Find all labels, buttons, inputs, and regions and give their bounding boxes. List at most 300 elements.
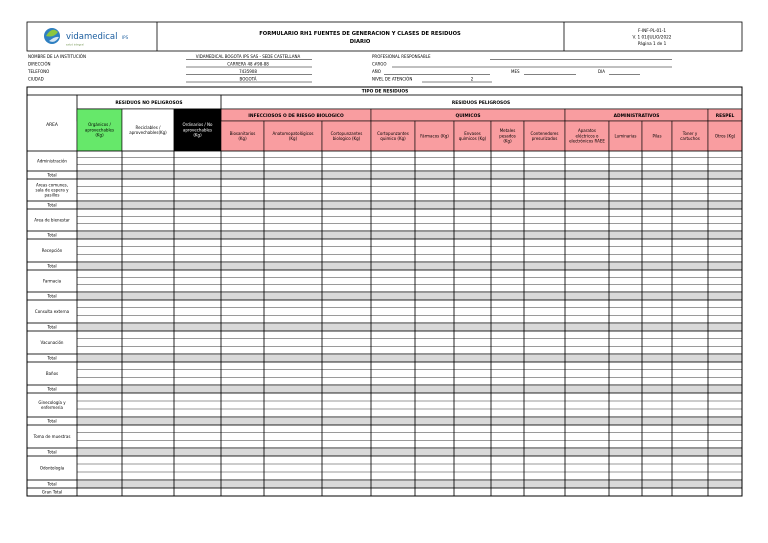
data-cell[interactable]	[221, 456, 264, 480]
area-label: Odontología	[39, 465, 65, 471]
data-cell[interactable]	[371, 300, 415, 323]
total-row	[27, 201, 742, 209]
data-cell[interactable]	[221, 239, 264, 262]
data-cell[interactable]	[642, 151, 672, 171]
data-cell[interactable]	[264, 393, 322, 417]
column-header-label: biologico (Kg)	[332, 136, 361, 141]
quimicos-header-label: QUIMICOS	[455, 114, 481, 119]
data-cell[interactable]	[524, 425, 565, 448]
data-cell[interactable]	[491, 239, 524, 262]
data-cell[interactable]	[642, 300, 672, 323]
form-subtitle: DIARIO	[349, 39, 371, 45]
data-cell[interactable]	[415, 362, 454, 385]
data-cell[interactable]	[77, 393, 122, 417]
area-label: Farmacia	[42, 278, 62, 284]
data-cell[interactable]	[77, 270, 122, 292]
data-cell[interactable]	[221, 425, 264, 448]
data-cell[interactable]	[77, 300, 122, 323]
table-row	[27, 270, 742, 292]
area-label: pasillos	[44, 192, 60, 198]
data-cell[interactable]	[322, 151, 371, 171]
total-label: Total	[47, 386, 57, 392]
data-cell[interactable]	[264, 179, 322, 201]
data-cell[interactable]	[77, 239, 122, 262]
table-row	[27, 209, 742, 231]
logo-suffix: IPS	[122, 35, 129, 40]
administrativos-header-label: ADMINISTRATIVOS	[613, 114, 660, 119]
area-header-label: AREA	[46, 123, 58, 128]
data-cell[interactable]	[524, 456, 565, 480]
data-cell[interactable]	[524, 488, 565, 496]
data-cell[interactable]	[174, 425, 221, 448]
data-cell[interactable]	[609, 209, 642, 231]
form-title: FORMULARIO RH1 FUENTES DE GENERACION Y CLASES DE RESIDUOS	[259, 31, 461, 37]
data-cell[interactable]	[454, 488, 491, 496]
column-header-label: (Kg)	[95, 132, 104, 138]
column-header-label: (Kg)	[288, 136, 298, 141]
area-label: Recepción	[41, 247, 63, 253]
area-label: Areas comunes,	[36, 182, 68, 188]
data-cell[interactable]	[174, 456, 221, 480]
data-cell[interactable]	[221, 393, 264, 417]
data-cell[interactable]	[609, 179, 642, 201]
data-cell[interactable]	[77, 209, 122, 231]
data-cell[interactable]	[221, 300, 264, 323]
data-cell[interactable]	[708, 151, 742, 171]
data-cell[interactable]	[609, 456, 642, 480]
data-cell[interactable]	[491, 300, 524, 323]
data-cell[interactable]	[672, 151, 708, 171]
column-header-label: Aparatos	[578, 128, 596, 134]
column-header-label: (Kg)	[193, 132, 202, 138]
column-header-label: químicos (Kg)	[458, 136, 487, 141]
data-cell[interactable]	[672, 362, 708, 385]
total-row	[27, 231, 742, 239]
column-header-label: Toner y	[682, 130, 698, 136]
data-cell[interactable]	[77, 456, 122, 480]
data-cell[interactable]	[174, 362, 221, 385]
data-cell[interactable]	[454, 239, 491, 262]
nivel-value: 2	[470, 76, 474, 82]
total-row	[27, 323, 742, 331]
total-row	[27, 448, 742, 456]
data-cell[interactable]	[322, 488, 371, 496]
info-label: TELEFONO	[28, 69, 50, 74]
anio-label: AÑO	[372, 69, 381, 74]
data-cell[interactable]	[174, 270, 221, 292]
data-cell[interactable]	[642, 179, 672, 201]
table-row	[27, 239, 742, 262]
data-cell[interactable]	[122, 209, 174, 231]
data-cell[interactable]	[221, 179, 264, 201]
data-cell[interactable]	[415, 425, 454, 448]
data-cell[interactable]	[642, 209, 672, 231]
data-cell[interactable]	[454, 393, 491, 417]
data-cell[interactable]	[524, 179, 565, 201]
data-cell[interactable]	[565, 179, 609, 201]
data-cell[interactable]	[565, 456, 609, 480]
data-cell[interactable]	[122, 270, 174, 292]
infecciosos-header-label: INFECCIOSOS O DE RIESGO BIOLOGICO	[248, 114, 344, 119]
data-cell[interactable]	[322, 425, 371, 448]
data-cell[interactable]	[264, 209, 322, 231]
logo-tagline: salud integral	[66, 43, 84, 47]
total-label: Total	[47, 232, 57, 238]
column-header-label: Pilas	[652, 133, 662, 139]
data-cell[interactable]	[122, 393, 174, 417]
table-row	[27, 331, 742, 354]
data-cell[interactable]	[491, 456, 524, 480]
data-cell[interactable]	[415, 179, 454, 201]
data-cell[interactable]	[491, 425, 524, 448]
data-cell[interactable]	[708, 331, 742, 354]
data-cell[interactable]	[491, 331, 524, 354]
total-row	[27, 262, 742, 270]
data-cell[interactable]	[491, 151, 524, 171]
column-header-label: Contenedores	[530, 130, 559, 136]
data-cell[interactable]	[524, 331, 565, 354]
data-cell[interactable]	[565, 270, 609, 292]
data-cell[interactable]	[415, 393, 454, 417]
area-label: sala de espera y	[35, 187, 69, 193]
no-peligrosos-label: RESIDUOS NO PELIGROSOS	[115, 101, 183, 106]
data-cell[interactable]	[264, 456, 322, 480]
tipo-residuos-label: TIPO DE RESIDUOS	[361, 89, 409, 95]
data-cell[interactable]	[322, 239, 371, 262]
column-header-label: quimico (Kg)	[380, 136, 406, 141]
data-cell[interactable]	[371, 179, 415, 201]
info-value: CARRERA 48 #98-88	[227, 61, 269, 67]
data-cell[interactable]	[322, 331, 371, 354]
data-cell[interactable]	[565, 393, 609, 417]
data-cell[interactable]	[221, 331, 264, 354]
area-label: Toma de muestras	[33, 433, 71, 439]
data-cell[interactable]	[708, 362, 742, 385]
data-cell[interactable]	[609, 393, 642, 417]
column-header-label: electrónicos RAEE	[569, 138, 605, 144]
data-cell[interactable]	[371, 393, 415, 417]
data-cell[interactable]	[264, 239, 322, 262]
data-cell[interactable]	[174, 209, 221, 231]
column-header-label: presurizados	[531, 136, 558, 141]
data-cell[interactable]	[221, 488, 264, 496]
data-cell[interactable]	[708, 488, 742, 496]
data-cell[interactable]	[454, 179, 491, 201]
data-cell[interactable]	[174, 151, 221, 171]
grand-total-label: Gran Total	[41, 489, 63, 495]
column-header-label: Reciclables /	[135, 124, 161, 130]
form-version: V. 1 01/JULIO/2022	[632, 34, 672, 40]
form-code: F-INF-PL-01-1	[637, 28, 667, 33]
data-cell[interactable]	[565, 362, 609, 385]
data-cell[interactable]	[491, 488, 524, 496]
total-row	[27, 292, 742, 300]
data-cell[interactable]	[609, 488, 642, 496]
respel-header-label: RESPEL	[715, 114, 735, 119]
data-cell[interactable]	[565, 300, 609, 323]
logo	[44, 28, 60, 44]
data-cell[interactable]	[609, 362, 642, 385]
data-cell[interactable]	[524, 270, 565, 292]
total-row	[27, 385, 742, 393]
info-label: DIRECCIÓN	[28, 61, 51, 67]
data-cell[interactable]	[221, 270, 264, 292]
area-label: Ginecología y	[38, 399, 66, 405]
form-page: Página 1 de 1	[637, 41, 667, 46]
table-row	[27, 151, 742, 171]
data-cell[interactable]	[415, 331, 454, 354]
data-cell[interactable]	[322, 300, 371, 323]
data-cell[interactable]	[174, 300, 221, 323]
data-cell[interactable]	[122, 488, 174, 496]
column-header-label: cartuchos	[680, 136, 700, 141]
logo-text: vidamedical	[66, 32, 118, 42]
data-cell[interactable]	[672, 331, 708, 354]
data-cell[interactable]	[708, 239, 742, 262]
data-cell[interactable]	[264, 300, 322, 323]
total-label: Total	[47, 263, 57, 269]
data-cell[interactable]	[174, 488, 221, 496]
data-cell[interactable]	[524, 300, 565, 323]
data-cell[interactable]	[371, 362, 415, 385]
data-cell[interactable]	[672, 425, 708, 448]
area-label: Area de bienestar	[34, 217, 70, 223]
data-cell[interactable]	[708, 270, 742, 292]
data-cell[interactable]	[122, 179, 174, 201]
column-header-label: aprovechables	[84, 127, 115, 133]
column-header-label: Cortopunzantes	[330, 130, 363, 136]
total-row	[27, 171, 742, 179]
column-header-label: Envases	[464, 130, 481, 136]
area-label: Baños	[45, 370, 59, 376]
data-cell[interactable]	[524, 239, 565, 262]
data-cell[interactable]	[672, 456, 708, 480]
data-cell[interactable]	[642, 488, 672, 496]
data-cell[interactable]	[221, 151, 264, 171]
data-cell[interactable]	[174, 239, 221, 262]
data-cell[interactable]	[672, 179, 708, 201]
data-cell[interactable]	[708, 425, 742, 448]
data-cell[interactable]	[609, 331, 642, 354]
total-label: Total	[47, 418, 57, 424]
data-cell[interactable]	[642, 239, 672, 262]
table-row	[27, 300, 742, 323]
total-label: Total	[47, 172, 57, 178]
data-cell[interactable]	[454, 362, 491, 385]
data-cell[interactable]	[642, 393, 672, 417]
data-cell[interactable]	[609, 300, 642, 323]
column-header-label: Otros (Kg)	[714, 133, 736, 139]
total-label: Total	[47, 449, 57, 455]
data-cell[interactable]	[264, 270, 322, 292]
data-cell[interactable]	[565, 209, 609, 231]
data-cell[interactable]	[708, 179, 742, 201]
data-cell[interactable]	[221, 362, 264, 385]
data-cell[interactable]	[672, 209, 708, 231]
data-cell[interactable]	[491, 179, 524, 201]
data-cell[interactable]	[371, 209, 415, 231]
data-cell[interactable]	[642, 270, 672, 292]
info-value: 7435908	[239, 69, 257, 74]
data-cell[interactable]	[708, 300, 742, 323]
data-cell[interactable]	[609, 270, 642, 292]
data-cell[interactable]	[122, 425, 174, 448]
data-cell[interactable]	[122, 331, 174, 354]
data-cell[interactable]	[454, 209, 491, 231]
column-header-label: Ordinarios / No	[182, 122, 213, 128]
data-cell[interactable]	[642, 362, 672, 385]
data-cell[interactable]	[642, 425, 672, 448]
column-header-label: aprovechables(Kg)	[129, 130, 167, 135]
data-cell[interactable]	[524, 209, 565, 231]
data-cell[interactable]	[491, 393, 524, 417]
data-cell[interactable]	[77, 425, 122, 448]
data-cell[interactable]	[264, 425, 322, 448]
area-label: Vacunación	[40, 339, 64, 345]
grand-total-row	[27, 488, 742, 496]
data-cell[interactable]	[491, 209, 524, 231]
total-label: Total	[47, 324, 57, 330]
data-cell[interactable]	[264, 362, 322, 385]
data-cell[interactable]	[672, 393, 708, 417]
data-cell[interactable]	[454, 300, 491, 323]
info-value: BOGOTÁ	[239, 76, 257, 82]
data-cell[interactable]	[415, 151, 454, 171]
data-cell[interactable]	[454, 456, 491, 480]
data-cell[interactable]	[672, 300, 708, 323]
data-cell[interactable]	[565, 488, 609, 496]
data-cell[interactable]	[454, 151, 491, 171]
data-cell[interactable]	[642, 331, 672, 354]
column-header-label: Fármacos (Kg)	[420, 133, 449, 139]
data-cell[interactable]	[322, 179, 371, 201]
data-cell[interactable]	[708, 456, 742, 480]
data-cell[interactable]	[322, 362, 371, 385]
data-cell[interactable]	[77, 151, 122, 171]
data-cell[interactable]	[642, 456, 672, 480]
profesional-label: PROFESIONAL RESPONSABLE	[372, 54, 431, 59]
column-header-label: Luminarias	[614, 133, 637, 139]
peligrosos-label: RESIDUOS PELIGROSOS	[451, 101, 511, 106]
data-cell[interactable]	[609, 239, 642, 262]
data-cell[interactable]	[322, 209, 371, 231]
data-cell[interactable]	[524, 362, 565, 385]
total-label: Total	[47, 293, 57, 299]
nivel-label: NIVEL DE ATENCIÓN	[372, 76, 413, 82]
total-label: Total	[47, 355, 57, 361]
data-cell[interactable]	[371, 456, 415, 480]
table-row	[27, 425, 742, 448]
area-label: Administración	[37, 158, 67, 164]
data-cell[interactable]	[174, 179, 221, 201]
area-label: enfermeria	[40, 404, 64, 410]
data-cell[interactable]	[77, 488, 122, 496]
data-cell[interactable]	[415, 239, 454, 262]
data-cell[interactable]	[415, 456, 454, 480]
data-cell[interactable]	[708, 393, 742, 417]
total-row	[27, 354, 742, 362]
data-cell[interactable]	[322, 393, 371, 417]
column-header-label: Metales	[499, 128, 516, 134]
data-cell[interactable]	[77, 331, 122, 354]
table-row	[27, 393, 742, 417]
data-cell[interactable]	[264, 151, 322, 171]
data-cell[interactable]	[415, 300, 454, 323]
table-row	[27, 362, 742, 385]
data-cell[interactable]	[672, 270, 708, 292]
column-header-label: aprovechables	[182, 127, 213, 133]
data-cell[interactable]	[565, 331, 609, 354]
column-header-label: Anatomopatológicos	[272, 130, 314, 136]
data-cell[interactable]	[565, 239, 609, 262]
data-cell[interactable]	[565, 151, 609, 171]
data-cell[interactable]	[415, 270, 454, 292]
data-cell[interactable]	[609, 151, 642, 171]
data-cell[interactable]	[454, 425, 491, 448]
total-label: Total	[47, 481, 57, 487]
data-cell[interactable]	[264, 488, 322, 496]
area-label: Consulta externa	[34, 308, 70, 314]
data-cell[interactable]	[371, 425, 415, 448]
data-cell[interactable]	[371, 488, 415, 496]
data-cell[interactable]	[524, 393, 565, 417]
data-cell[interactable]	[122, 239, 174, 262]
column-header-label: (Kg)	[238, 136, 247, 141]
data-cell[interactable]	[672, 488, 708, 496]
total-row	[27, 480, 742, 488]
mes-label: MES	[511, 69, 520, 74]
data-cell[interactable]	[454, 270, 491, 292]
info-label: CIUDAD	[28, 76, 44, 82]
column-header-label: eléctricos o	[575, 133, 599, 139]
data-cell[interactable]	[524, 151, 565, 171]
data-cell[interactable]	[371, 331, 415, 354]
data-cell[interactable]	[609, 425, 642, 448]
data-cell[interactable]	[322, 270, 371, 292]
data-cell[interactable]	[415, 488, 454, 496]
data-cell[interactable]	[122, 362, 174, 385]
info-value: VIDAMEDICAL BOGOTA IPS SAS - SEDE CASTELLANA	[195, 54, 301, 59]
data-cell[interactable]	[122, 456, 174, 480]
data-cell[interactable]	[264, 331, 322, 354]
data-cell[interactable]	[708, 209, 742, 231]
column-header-label: Orgánicos /	[88, 122, 111, 128]
column-header-label: Biosanitarios	[229, 130, 256, 136]
total-label: Total	[47, 202, 57, 208]
data-cell[interactable]	[454, 331, 491, 354]
table-row	[27, 179, 742, 201]
data-cell[interactable]	[174, 331, 221, 354]
data-cell[interactable]	[77, 179, 122, 201]
data-cell[interactable]	[565, 425, 609, 448]
data-cell[interactable]	[122, 151, 174, 171]
data-cell[interactable]	[371, 151, 415, 171]
data-cell[interactable]	[322, 456, 371, 480]
data-cell[interactable]	[371, 270, 415, 292]
info-label: NOMBRE DE LA INSTITUCIÓN	[28, 54, 86, 59]
data-cell[interactable]	[491, 362, 524, 385]
data-cell[interactable]	[77, 362, 122, 385]
dia-label: DIA	[598, 69, 605, 74]
data-cell[interactable]	[122, 300, 174, 323]
data-cell[interactable]	[371, 239, 415, 262]
data-cell[interactable]	[174, 393, 221, 417]
data-cell[interactable]	[672, 239, 708, 262]
data-cell[interactable]	[221, 209, 264, 231]
data-cell[interactable]	[415, 209, 454, 231]
cargo-label: CARGO	[372, 61, 387, 67]
data-cell[interactable]	[491, 270, 524, 292]
